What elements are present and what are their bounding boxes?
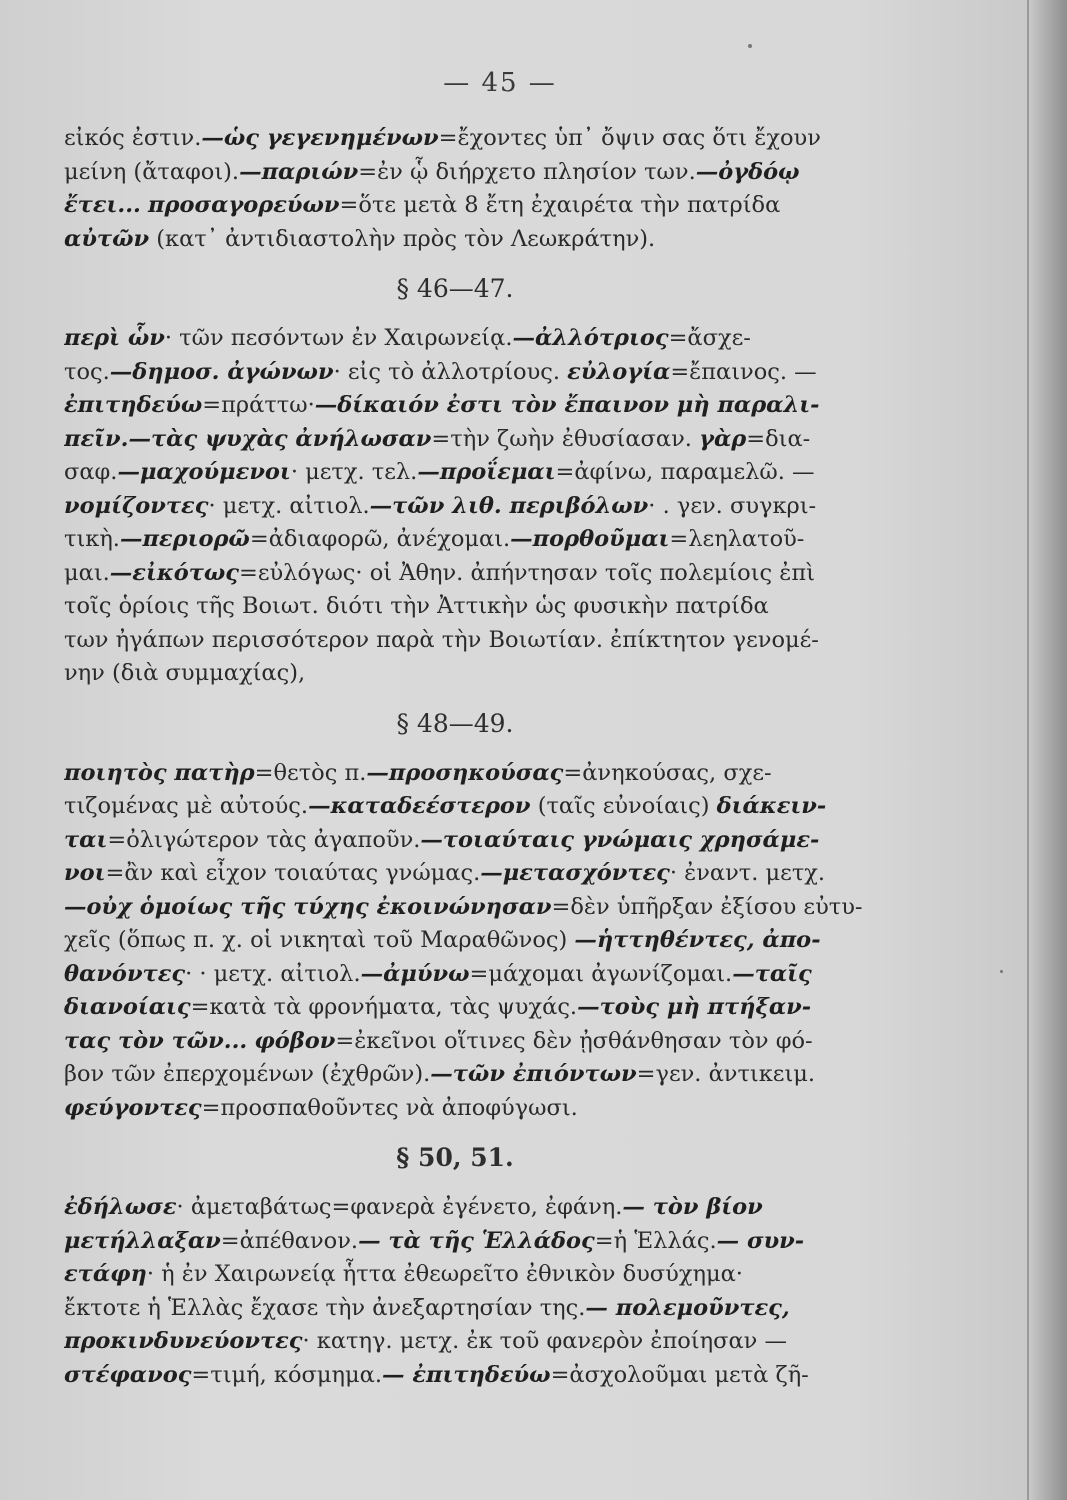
text-line: [64, 456, 906, 490]
glossed-term: φεύγοντες: [64, 1094, 202, 1121]
glossed-term: περὶ ὧν: [64, 325, 165, 351]
section-46-47: [64, 322, 906, 691]
gloss-text: =δια-: [746, 425, 811, 452]
section-48-49: [64, 757, 906, 1126]
gloss-text: τοῖς ὁρίοις τῆς Βοιωτ. διότι τὴν Ἀττικὴν ὡς φυσικὴν πατρίδα: [64, 593, 769, 619]
section-heading: § 46—47.: [396, 274, 514, 303]
glossed-term: — ἐπιτηδεύω: [381, 1361, 551, 1388]
gloss-text: =τιμή, κόσμημα.: [191, 1361, 382, 1388]
glossed-term: —δημοσ. ἀγώνων: [109, 358, 334, 385]
gloss-text: · μετχ. τελ.: [290, 459, 418, 485]
glossed-term: — τὰ τῆς Ἑλλάδος: [358, 1227, 595, 1254]
gloss-text: =προσπαθοῦντες νὰ ἀποφύγωσι.: [201, 1094, 578, 1121]
gloss-text: =ὅτε μετὰ 8 ἔτη ἐχαιρέτα τὴν πατρίδα: [339, 192, 781, 218]
glossed-term: νομίζοντες: [64, 492, 209, 519]
glossed-term: —μετασχόντες: [480, 860, 670, 886]
text-line: [64, 924, 906, 958]
gloss-text: =ἐκεῖνοι οἵτινες δὲν ᾐσθάνθησαν τὸν φό-: [335, 1027, 813, 1054]
gloss-text: εἰκός ἐστιν.: [64, 125, 202, 151]
text-line: [64, 1058, 906, 1092]
glossed-term: —εἰκότως: [109, 559, 239, 586]
text-line: [64, 624, 906, 658]
glossed-term: ετάφη: [64, 1261, 147, 1287]
gloss-text: =ἀνηκούσας, σχε-: [563, 759, 772, 786]
gloss-text: τος.: [64, 358, 110, 385]
gloss-text: βον τῶν ἐπερχομένων (ἐχθρῶν).: [64, 1061, 431, 1087]
text-line: [64, 223, 906, 257]
text-line: [64, 1025, 906, 1059]
glossed-term: —ἀμύνω: [360, 960, 470, 987]
page-number: — 45 —: [443, 68, 557, 98]
gloss-text: =ἔπαινος. —: [670, 358, 817, 385]
gloss-text: ἔκτοτε ἡ Ἑλλὰς ἔχασε τὴν ἀνεξαρτησίαν της.: [64, 1294, 586, 1321]
text-line: [64, 1092, 906, 1126]
glossed-term: —τοιαύταις γνώμαις χρησάμε-: [420, 826, 820, 853]
text-line: [64, 490, 906, 524]
glossed-term: —περιορῶ: [119, 526, 250, 552]
gloss-text: =πράττω·: [202, 392, 315, 418]
text-line: [64, 322, 906, 356]
paper-speck: [748, 44, 752, 48]
gloss-text: =μάχομαι ἀγωνίζομαι.: [469, 960, 733, 987]
glossed-term: —ἡττηθέντες, ἀπο-: [574, 927, 821, 953]
text-line: [64, 1258, 906, 1292]
paper-speck: [1000, 970, 1003, 973]
text-line: [64, 523, 906, 557]
gloss-text: =θετὸς π.: [254, 759, 367, 786]
gloss-text: =δὲν ὑπῆρξαν ἐξίσου εὐτυ-: [551, 893, 863, 920]
text-line: [64, 1325, 906, 1359]
gloss-text: =ἔχοντες ὑπ᾿ ὄψιν σας ὅτι ἔχουν: [438, 125, 821, 151]
text-line: [64, 1292, 906, 1326]
glossed-term: —δίκαιόν ἐστι τὸν ἔπαινον μὴ παραλι-: [314, 392, 820, 418]
glossed-term: — συν-: [716, 1227, 805, 1254]
glossed-term: —ἀλλότριος: [512, 325, 669, 351]
gloss-text: (κατ᾿ ἀντιδιαστολὴν πρὸς τὸν Λεωκράτην).: [149, 225, 656, 252]
section-50-51: [64, 1191, 906, 1392]
glossed-term: —τῶν λιθ. περιβόλων: [369, 492, 649, 519]
gloss-text: σαφ.: [64, 459, 118, 485]
text-line: [64, 590, 906, 624]
gloss-text: =ἄσχε-: [668, 325, 751, 351]
section-heading: § 50, 51.: [396, 1143, 514, 1172]
text-line: [64, 857, 906, 891]
gloss-text: χεῖς (ὅπως π. χ. οἱ νικηταὶ τοῦ Μαραθῶνος): [64, 927, 575, 953]
glossed-term: προσαγορεύων: [148, 192, 340, 218]
gloss-text: · ἀμεταβάτως=φανερὰ ἐγένετο, ἐφάνη.: [176, 1194, 623, 1220]
glossed-term: μετήλλαξαν: [64, 1227, 221, 1254]
glossed-term: τας τὸν τῶν...: [64, 1027, 248, 1054]
glossed-term: θανόντες: [64, 960, 186, 987]
text-line: [64, 557, 906, 591]
text-line: [64, 389, 906, 423]
glossed-term: —τῶν ἐπιόντων: [430, 1061, 637, 1087]
text-line: [64, 757, 906, 791]
gloss-text: τικὴ.: [64, 526, 120, 552]
gloss-text: · · μετχ. αἰτιολ.: [185, 960, 361, 987]
gloss-text: τιζομένας μὲ αὐτούς.: [64, 793, 309, 819]
text-line: [64, 991, 906, 1025]
glossed-term: ἔτει...: [64, 192, 141, 218]
text-line: [64, 356, 906, 390]
glossed-term: —οὐχ ὁμοίως τῆς τύχης ἐκοινώνησαν: [64, 893, 552, 920]
glossed-term: —προσηκούσας: [366, 759, 564, 786]
gloss-text: =κατὰ τὰ φρονήματα, τὰς ψυχάς.: [190, 994, 578, 1020]
glossed-term: ἐδήλωσε: [64, 1194, 177, 1220]
text-line: [64, 891, 906, 925]
text-line: [64, 958, 906, 992]
text-line: [64, 1225, 906, 1259]
page-edge: [1027, 0, 1067, 1500]
gloss-text: νην (διὰ συμμαχίας),: [64, 660, 306, 686]
text-line: [64, 1359, 906, 1393]
glossed-term: —τὰς ψυχὰς ἀνήλωσαν: [128, 425, 432, 452]
gloss-text: =τὴν ζωὴν ἐθυσίασαν.: [431, 425, 700, 452]
glossed-term: ἐπιτηδεύω: [64, 392, 203, 418]
glossed-term: ται: [64, 826, 108, 853]
glossed-term: — τὸν βίον: [622, 1194, 763, 1220]
glossed-term: διάκειν-: [716, 793, 827, 819]
gloss-text: των ἠγάπων περισσότερον παρὰ τὴν Βοιωτίαν. ἐπίκτητον γενομέ-: [64, 626, 819, 653]
text-line: [64, 189, 906, 223]
glossed-term: ποιητὸς πατὴρ: [64, 759, 255, 786]
glossed-term: —πορθοῦμαι: [510, 526, 670, 552]
glossed-term: φόβον: [254, 1027, 336, 1054]
text-block: [64, 122, 906, 1392]
glossed-term: στέφανος: [64, 1361, 192, 1388]
text-line: [64, 790, 906, 824]
glossed-term: —παριών: [239, 158, 359, 185]
gloss-text: =εὐλόγως· οἱ Ἀθην. ἀπήντησαν τοῖς πολεμίοις ἐπὶ: [239, 559, 815, 586]
glossed-term: νοι: [64, 860, 106, 886]
text-line: [64, 1191, 906, 1225]
gloss-text: =ὀλιγώτερον τὰς ἀγαποῦν.: [107, 826, 421, 853]
glossed-term: γὰρ: [699, 425, 747, 452]
section-intro: [64, 122, 906, 256]
gloss-text: =γεν. ἀντικειμ.: [636, 1061, 816, 1087]
glossed-term: προκινδυνεύοντες: [64, 1328, 303, 1354]
gloss-text: · ἡ ἐν Χαιρωνείᾳ ἧττα ἐθεωρεῖτο ἐθνικὸν δυσύχημα·: [146, 1261, 743, 1287]
gloss-text: · τῶν πεσόντων ἐν Χαιρωνείᾳ.: [164, 325, 513, 351]
gloss-text: (ταῖς εὐνοίαις): [530, 793, 717, 819]
glossed-term: —τοὺς μὴ πτήξαν-: [577, 994, 812, 1020]
gloss-text: =ἐν ᾧ διήρχετο πλησίον των.: [358, 158, 696, 185]
gloss-text: · εἰς τὸ ἀλλοτρίους.: [333, 358, 568, 385]
gloss-text: =ἀδιαφορῶ, ἀνέχομαι.: [249, 526, 511, 552]
glossed-term: —καταδεέστερον: [308, 793, 531, 819]
glossed-term: εὐλογία: [567, 358, 671, 385]
section-heading: § 48—49.: [396, 708, 514, 738]
glossed-term: πεῖν.: [64, 425, 129, 452]
glossed-term: αὐτῶν: [64, 225, 150, 252]
gloss-text: =ἡ Ἑλλάς.: [594, 1227, 717, 1254]
glossed-term: —ὀγδόῳ: [695, 158, 800, 185]
gloss-text: =ἀπέθανον.: [220, 1227, 359, 1254]
gloss-text: [141, 192, 148, 218]
glossed-term: —μαχούμενοι: [117, 459, 291, 485]
gloss-text: =ἀφίνω, παραμελῶ. —: [555, 459, 815, 485]
gloss-text: =ἀσχολοῦμαι μετὰ ζῆ-: [550, 1361, 809, 1388]
text-line: [64, 122, 906, 156]
text-line: [64, 657, 906, 691]
gloss-text: · ἐναντ. μετχ.: [669, 860, 826, 886]
gloss-text: =ἂν καὶ εἶχον τοιαύτας γνώμας.: [105, 860, 481, 886]
gloss-text: μαι.: [64, 559, 110, 586]
gloss-text: =λεηλατοῦ-: [669, 526, 805, 552]
gloss-text: · . γεν. συγκρι-: [648, 492, 817, 519]
glossed-term: — πολεμοῦντες,: [585, 1294, 790, 1321]
gloss-text: μείνη (ἄταφοι).: [64, 158, 240, 185]
text-line: [64, 423, 906, 457]
text-line: [64, 824, 906, 858]
glossed-term: —προΐεμαι: [417, 459, 556, 485]
gloss-text: · μετχ. αἰτιολ.: [208, 492, 370, 519]
gloss-text: · κατηγ. μετχ. ἐκ τοῦ φανερὸν ἐποίησαν —: [302, 1328, 787, 1354]
glossed-term: διανοίαις: [64, 994, 191, 1020]
glossed-term: —ὡς γεγενημένων: [201, 125, 439, 151]
text-line: [64, 156, 906, 190]
glossed-term: —ταῖς: [732, 960, 812, 987]
